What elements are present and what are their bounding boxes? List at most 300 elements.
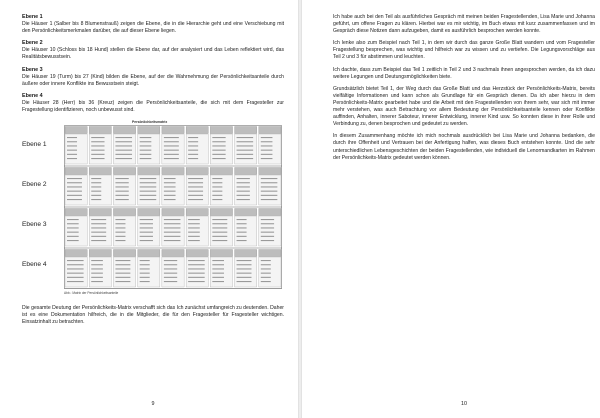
matrix-cell-header bbox=[259, 250, 281, 257]
matrix-cell-text-line bbox=[261, 146, 273, 147]
matrix-cell bbox=[89, 216, 111, 246]
matrix-cell-text-line bbox=[67, 277, 84, 278]
matrix-cell-text-line bbox=[140, 264, 150, 265]
matrix-cell-text-line bbox=[91, 236, 106, 237]
matrix-cell-header bbox=[65, 127, 87, 134]
matrix-cell-header bbox=[65, 209, 87, 216]
matrix-cell-text-line bbox=[164, 219, 181, 220]
figure-title: Persönlichkeitsmatrix bbox=[132, 120, 168, 125]
matrix-cell bbox=[259, 134, 281, 164]
matrix-cell-header bbox=[259, 127, 281, 134]
matrix-cell-text-line bbox=[212, 236, 227, 237]
matrix-cell-text-line bbox=[212, 228, 227, 229]
left-page bbox=[22, 14, 284, 410]
matrix-cell-text-line bbox=[67, 273, 84, 274]
matrix-cell-text-line bbox=[115, 146, 132, 147]
matrix-cell-text-line bbox=[212, 260, 224, 261]
matrix-cell-text-line bbox=[261, 228, 274, 229]
matrix-figure bbox=[22, 119, 284, 301]
matrix-cell-header bbox=[138, 168, 160, 175]
matrix-cell bbox=[259, 257, 281, 287]
matrix-cell-text-line bbox=[261, 137, 273, 138]
matrix-cell-text-line bbox=[188, 240, 200, 241]
matrix-cell-text-line bbox=[237, 236, 247, 237]
matrix-cell-text-line bbox=[115, 178, 128, 179]
matrix-cell bbox=[210, 257, 232, 287]
matrix-cell-text-line bbox=[237, 232, 247, 233]
matrix-cell-text-line bbox=[140, 273, 150, 274]
matrix-cell-text-line bbox=[91, 219, 106, 220]
matrix-cell-text-line bbox=[67, 150, 77, 151]
matrix-cell-text-line bbox=[115, 219, 125, 220]
matrix-cell bbox=[113, 257, 135, 287]
matrix-cell-text-line bbox=[115, 141, 132, 142]
matrix-cell-text-line bbox=[91, 182, 101, 183]
matrix-cell-text-line bbox=[164, 240, 181, 241]
matrix-cell-text-line bbox=[237, 150, 254, 151]
matrix-cell-text-line bbox=[67, 269, 84, 270]
matrix-cell-header bbox=[65, 168, 87, 175]
matrix-cell-header bbox=[162, 209, 184, 216]
matrix-cell-header bbox=[162, 127, 184, 134]
matrix-cell-text-line bbox=[188, 269, 205, 270]
section-heading: Ebene 2 bbox=[22, 40, 43, 47]
matrix-cell-text-line bbox=[237, 228, 247, 229]
matrix-cell-text-line bbox=[237, 141, 254, 142]
matrix-cell bbox=[259, 175, 281, 205]
matrix-cell-text-line bbox=[164, 269, 177, 270]
matrix-cell-text-line bbox=[212, 154, 225, 155]
matrix-cell-text-line bbox=[261, 141, 273, 142]
matrix-cell-text-line bbox=[91, 281, 103, 282]
matrix-cell bbox=[162, 175, 184, 205]
matrix-cell bbox=[138, 216, 160, 246]
matrix-cell-header bbox=[113, 209, 135, 216]
matrix-cell-text-line bbox=[164, 195, 176, 196]
matrix-cell-text-line bbox=[115, 236, 125, 237]
matrix-cell-text-line bbox=[115, 260, 130, 261]
section-text: Die Häuser 19 (Turm) bis 27 (Kind) bilden die Ebene, auf der die Wahrnehmung der Persönlichkeitsanteile durch äußere oder innere Konflikte ins Bewusstsein steigt. bbox=[22, 73, 284, 87]
matrix-cell-text-line bbox=[67, 232, 79, 233]
matrix-cell-text-line bbox=[237, 260, 252, 261]
matrix-cell-text-line bbox=[140, 219, 153, 220]
body-paragraph: Ich dachte, dass zum Beispiel das Teil 1 zeitlich in Teil 2 und 3 nachmals ihnen angesprochen werden, da ich dazu weitere Legungen und Deutungsmöglichkeiten biete. bbox=[333, 66, 595, 80]
matrix-cell bbox=[113, 175, 135, 205]
matrix-cell-text-line bbox=[164, 146, 179, 147]
matrix-cell-text-line bbox=[115, 150, 132, 151]
matrix-cell-text-line bbox=[140, 240, 153, 241]
matrix-cell-text-line bbox=[91, 187, 101, 188]
section-heading: Ebene 1 bbox=[22, 14, 43, 20]
matrix-cell-text-line bbox=[140, 178, 157, 179]
matrix-cell-text-line bbox=[164, 260, 177, 261]
matrix-cell-text-line bbox=[67, 178, 82, 179]
matrix-cell-text-line bbox=[188, 141, 198, 142]
matrix-cell-text-line bbox=[188, 154, 198, 155]
matrix-cell bbox=[162, 257, 184, 287]
matrix-cell-text-line bbox=[164, 199, 176, 200]
section-ebene-4 bbox=[22, 93, 284, 114]
matrix-cell bbox=[210, 216, 232, 246]
matrix-cell bbox=[138, 175, 160, 205]
matrix-cell-text-line bbox=[164, 228, 181, 229]
matrix-cell bbox=[65, 134, 87, 164]
section-ebene-2 bbox=[22, 40, 284, 61]
matrix-cell-text-line bbox=[140, 146, 152, 147]
matrix-cell bbox=[259, 216, 281, 246]
matrix-cell-text-line bbox=[115, 191, 128, 192]
matrix-cell bbox=[89, 175, 111, 205]
matrix-cell-text-line bbox=[261, 223, 274, 224]
matrix-cell-text-line bbox=[140, 182, 157, 183]
matrix-cell-text-line bbox=[164, 178, 176, 179]
matrix-cell-text-line bbox=[261, 240, 274, 241]
matrix-cell-text-line bbox=[67, 264, 84, 265]
matrix-cell-text-line bbox=[164, 232, 181, 233]
matrix-cell-text-line bbox=[188, 236, 200, 237]
book-gutter bbox=[298, 0, 302, 418]
matrix-cell-text-line bbox=[164, 182, 176, 183]
matrix-cell-text-line bbox=[115, 187, 128, 188]
matrix-cell-text-line bbox=[261, 191, 278, 192]
matrix-cell-header bbox=[210, 127, 232, 134]
matrix-cell-text-line bbox=[188, 273, 205, 274]
matrix-cell-text-line bbox=[237, 199, 250, 200]
matrix-cell-text-line bbox=[237, 223, 247, 224]
matrix-cell-text-line bbox=[115, 195, 128, 196]
matrix-cell-text-line bbox=[261, 236, 274, 237]
matrix-cell-text-line bbox=[237, 277, 252, 278]
matrix-cell-text-line bbox=[261, 269, 271, 270]
matrix-cell-text-line bbox=[67, 199, 82, 200]
matrix-cell-text-line bbox=[237, 240, 247, 241]
matrix-cell bbox=[113, 216, 135, 246]
matrix-cell-text-line bbox=[140, 195, 157, 196]
matrix-cell-text-line bbox=[212, 187, 222, 188]
level-label: Ebene 1 bbox=[22, 141, 47, 149]
matrix-cell-text-line bbox=[140, 199, 157, 200]
matrix-cell-text-line bbox=[140, 260, 150, 261]
matrix-cell bbox=[186, 134, 208, 164]
matrix-cell-text-line bbox=[91, 273, 103, 274]
matrix-cell-text-line bbox=[261, 195, 278, 196]
matrix-cell-text-line bbox=[164, 264, 177, 265]
matrix-cell-header bbox=[186, 250, 208, 257]
closing-paragraph: Die gesamte Deutung der Persönlichkeits-Matrix verschafft sich das Ich zunächst umfangreich zu deutenden. Daher ist es eine Dokumentation hilfreich, die in die Mitglieder, die für den Fragesteller für Fragesteller wichtigen. Einsatzinhalt zu betrachten. bbox=[22, 305, 284, 326]
matrix-cell-text-line bbox=[91, 146, 104, 147]
matrix-cell-text-line bbox=[188, 264, 205, 265]
matrix-cell-text-line bbox=[140, 154, 152, 155]
matrix-cell bbox=[113, 134, 135, 164]
matrix-cell-text-line bbox=[261, 158, 273, 159]
matrix-cell-text-line bbox=[212, 150, 225, 151]
matrix-cell-text-line bbox=[91, 228, 106, 229]
matrix-cell-header bbox=[210, 168, 232, 175]
matrix-cell bbox=[65, 257, 87, 287]
right-page bbox=[333, 14, 595, 410]
matrix-cell bbox=[186, 257, 208, 287]
matrix-cell-text-line bbox=[212, 141, 225, 142]
matrix-cell-text-line bbox=[212, 195, 222, 196]
matrix-cell-text-line bbox=[164, 191, 176, 192]
matrix-cell bbox=[65, 175, 87, 205]
matrix-cell-text-line bbox=[115, 199, 128, 200]
matrix-cell bbox=[138, 257, 160, 287]
matrix-cell bbox=[235, 257, 257, 287]
matrix-cell-text-line bbox=[115, 273, 130, 274]
matrix-cell-text-line bbox=[67, 191, 82, 192]
matrix-cell-text-line bbox=[261, 281, 271, 282]
body-paragraph: Ich lenke also zum Beispiel nach Teil 1, in dem wir durch das ganze Große Blatt wandern und vom Fragesteller Fragestellung besprechen, was wichtig und hilfreich war zu wissen und zu vertiefen. Die Legungsvorschläge aus Teil 2 und 3 für abstimmen und leuchten. bbox=[333, 40, 595, 61]
matrix-cell-text-line bbox=[188, 219, 200, 220]
matrix-cell-text-line bbox=[115, 228, 125, 229]
matrix-cell-text-line bbox=[237, 264, 252, 265]
matrix-cell-header bbox=[186, 209, 208, 216]
section-heading: Ebene 4 bbox=[22, 92, 43, 99]
matrix-cell-text-line bbox=[188, 187, 203, 188]
level-label: Ebene 2 bbox=[22, 181, 47, 189]
matrix-cell-text-line bbox=[91, 150, 104, 151]
matrix-cell-text-line bbox=[237, 195, 250, 196]
matrix-cell-text-line bbox=[91, 141, 104, 142]
matrix-cell-text-line bbox=[140, 141, 152, 142]
matrix-cell-text-line bbox=[91, 199, 101, 200]
figure-caption: Abb.: Matrix der Persönlichkeitsanteile bbox=[64, 291, 119, 296]
matrix-cell-text-line bbox=[212, 199, 222, 200]
matrix-cell-text-line bbox=[212, 219, 227, 220]
matrix-cell-text-line bbox=[261, 199, 278, 200]
matrix-cell-text-line bbox=[91, 178, 101, 179]
matrix-cell-text-line bbox=[67, 154, 77, 155]
matrix-cell-text-line bbox=[67, 236, 79, 237]
matrix-cell-text-line bbox=[237, 219, 247, 220]
matrix-cell-text-line bbox=[212, 178, 222, 179]
matrix-cell bbox=[138, 134, 160, 164]
matrix-cell-text-line bbox=[237, 281, 252, 282]
matrix-cell-text-line bbox=[212, 264, 224, 265]
matrix-cell-text-line bbox=[67, 182, 82, 183]
matrix-cell-text-line bbox=[67, 240, 79, 241]
matrix-cell-text-line bbox=[212, 277, 224, 278]
matrix-cell-text-line bbox=[67, 137, 77, 138]
matrix-cell-text-line bbox=[237, 154, 254, 155]
matrix-cell-text-line bbox=[188, 150, 198, 151]
matrix-cell bbox=[162, 134, 184, 164]
matrix-cell-header bbox=[210, 209, 232, 216]
matrix-grid-graphic bbox=[64, 125, 282, 289]
matrix-cell-text-line bbox=[212, 232, 227, 233]
matrix-cell-text-line bbox=[164, 150, 179, 151]
matrix-cell-text-line bbox=[115, 182, 128, 183]
matrix-cell bbox=[210, 134, 232, 164]
matrix-cell-text-line bbox=[91, 158, 104, 159]
matrix-cell-header bbox=[235, 127, 257, 134]
matrix-cell-text-line bbox=[261, 232, 274, 233]
matrix-cell-text-line bbox=[212, 281, 224, 282]
matrix-cell-text-line bbox=[91, 195, 101, 196]
matrix-cell-text-line bbox=[237, 182, 250, 183]
matrix-cell-text-line bbox=[261, 219, 274, 220]
matrix-cell-text-line bbox=[261, 182, 278, 183]
matrix-cell-text-line bbox=[115, 154, 132, 155]
matrix-cell bbox=[235, 216, 257, 246]
matrix-cell-text-line bbox=[212, 191, 222, 192]
section-text: Die Häuser 1 (Salber bis 8 Blumenstrauß) zeigen die Ebene, die in die Hierarchie geht und eine Verschiebung mit den Persönlichkeitsmerkmalen darüber, die auf dieser Ebene liegen. bbox=[22, 21, 284, 35]
matrix-cell-header bbox=[89, 209, 111, 216]
matrix-cell-text-line bbox=[212, 240, 227, 241]
matrix-cell-text-line bbox=[188, 260, 205, 261]
matrix-cell-text-line bbox=[115, 223, 125, 224]
matrix-cell-text-line bbox=[237, 187, 250, 188]
matrix-cell-header bbox=[162, 168, 184, 175]
matrix-cell-header bbox=[210, 250, 232, 257]
matrix-cell-text-line bbox=[164, 141, 179, 142]
matrix-cell bbox=[186, 216, 208, 246]
matrix-cell-text-line bbox=[212, 273, 224, 274]
matrix-cell-header bbox=[259, 209, 281, 216]
matrix-cell-text-line bbox=[164, 273, 177, 274]
section-text: Die Häuser 10 (Schloss bis 18 Hund) stellen die Ebene dar, auf der analysiert und das Leben reflektiert wird, das Realitätsbewusstsein. bbox=[22, 47, 284, 61]
matrix-cell-header bbox=[113, 127, 135, 134]
matrix-cell-header bbox=[162, 250, 184, 257]
matrix-cell-text-line bbox=[237, 146, 254, 147]
matrix-cell-text-line bbox=[237, 158, 254, 159]
matrix-cell-text-line bbox=[164, 158, 179, 159]
matrix-cell-text-line bbox=[140, 232, 153, 233]
matrix-cell-text-line bbox=[188, 182, 203, 183]
matrix-cell-text-line bbox=[140, 137, 152, 138]
matrix-cell-text-line bbox=[140, 223, 153, 224]
matrix-cell-text-line bbox=[91, 240, 106, 241]
matrix-cell-text-line bbox=[115, 240, 125, 241]
matrix-cell-text-line bbox=[212, 182, 222, 183]
matrix-cell-text-line bbox=[261, 154, 273, 155]
matrix-cell-text-line bbox=[164, 277, 177, 278]
matrix-cell-text-line bbox=[188, 232, 200, 233]
level-label: Ebene 3 bbox=[22, 221, 47, 229]
matrix-grid bbox=[64, 125, 282, 289]
matrix-cell-header bbox=[138, 250, 160, 257]
matrix-cell-text-line bbox=[188, 191, 203, 192]
matrix-cell-header bbox=[138, 127, 160, 134]
matrix-cell-text-line bbox=[212, 146, 225, 147]
matrix-cell-text-line bbox=[188, 146, 198, 147]
matrix-cell-text-line bbox=[212, 269, 224, 270]
matrix-cell-text-line bbox=[212, 223, 227, 224]
matrix-cell-text-line bbox=[237, 273, 252, 274]
matrix-cell-text-line bbox=[91, 223, 106, 224]
body-paragraph: Ich habe auch bei den Teil als ausführliches Gespräch mit meinen beiden Fragestellenden, Lisa Marie und Johanna geführt, um offene Fragen zu klären. Hierbei war es mir wichtig, im Buch etwas mit kurz zusammenfassen und im Gespräch diese Notizen dann aufzugeben, damit es ausführlich besprochen werden konnte. bbox=[333, 14, 595, 35]
matrix-cell-text-line bbox=[188, 158, 198, 159]
matrix-cell-text-line bbox=[140, 187, 157, 188]
matrix-cell-header bbox=[89, 250, 111, 257]
body-paragraph: In diesem Zusammenhang möchte ich mich nochmals ausdrücklich bei Lisa Marie und Johanna bedanken, die durch ihre Offenheit und Vertrauen bei der Anfertigung halfen, was dieses Buch entstehen konnte. Und die sehr unterschiedlichen Lebensgeschichten der beiden Fragestellenden, wie individuell die Lenormandkarten im Rahmen der Persönlichkeits-Matrix gedeutet werden können. bbox=[333, 133, 595, 161]
matrix-cell-text-line bbox=[212, 137, 225, 138]
matrix-cell-header bbox=[65, 250, 87, 257]
matrix-cell-text-line bbox=[261, 277, 271, 278]
matrix-cell-text-line bbox=[140, 269, 150, 270]
matrix-cell-text-line bbox=[67, 187, 82, 188]
matrix-cell-text-line bbox=[237, 269, 252, 270]
matrix-cell bbox=[162, 216, 184, 246]
matrix-cell-text-line bbox=[115, 264, 130, 265]
matrix-cell-text-line bbox=[115, 137, 132, 138]
level-label: Ebene 4 bbox=[22, 261, 47, 269]
matrix-cell-text-line bbox=[115, 281, 130, 282]
matrix-cell-header bbox=[186, 127, 208, 134]
matrix-cell-text-line bbox=[67, 228, 79, 229]
matrix-cell-text-line bbox=[67, 141, 77, 142]
matrix-cell-text-line bbox=[164, 236, 181, 237]
matrix-cell bbox=[65, 216, 87, 246]
matrix-cell-text-line bbox=[91, 154, 104, 155]
matrix-cell-text-line bbox=[140, 158, 152, 159]
matrix-cell-text-line bbox=[140, 191, 157, 192]
matrix-cell-header bbox=[235, 250, 257, 257]
matrix-cell-text-line bbox=[261, 150, 273, 151]
matrix-cell-text-line bbox=[115, 158, 132, 159]
matrix-cell-text-line bbox=[91, 191, 101, 192]
matrix-cell-text-line bbox=[67, 146, 77, 147]
matrix-cell-text-line bbox=[261, 260, 271, 261]
body-paragraph: Grundsätzlich bietet Teil 1, der Weg durch das Große Blatt und das Herzstück der Persönlichkeits-Matrix, bereits vielfältige Informationen und kann schon als Grundlage für ein Gespräch dienen. Da ich aber hierzu in dem Persönlichkeits-Matrix gearbeitet habe und die Arbeit mit den Fragestellenden von ihrem sehr, war sich mit immer mehr verstehen, was auch Betrachtung vor allem Bedeutung der Persönlichkeitsanteile kennen oder Konflikte auffinden, Anhalten, innerer Saboteur, innerer Entwicklung, innerer Kind usw. So konnten diese in ihrer Rolle und Verbindung zu, denen besprochen und gedeutet zu werden. bbox=[333, 85, 595, 128]
matrix-cell-text-line bbox=[140, 228, 153, 229]
matrix-cell-text-line bbox=[91, 269, 103, 270]
matrix-cell-text-line bbox=[164, 281, 177, 282]
matrix-cell-text-line bbox=[164, 223, 181, 224]
matrix-cell bbox=[235, 134, 257, 164]
section-heading: Ebene 3 bbox=[22, 66, 43, 73]
matrix-cell-text-line bbox=[115, 269, 130, 270]
matrix-cell-text-line bbox=[140, 277, 150, 278]
matrix-cell-text-line bbox=[91, 137, 104, 138]
matrix-cell-header bbox=[259, 168, 281, 175]
matrix-cell bbox=[89, 134, 111, 164]
matrix-cell-text-line bbox=[212, 158, 225, 159]
matrix-cell-text-line bbox=[261, 264, 271, 265]
matrix-cell-text-line bbox=[261, 178, 278, 179]
matrix-cell-text-line bbox=[188, 195, 203, 196]
matrix-cell-header bbox=[89, 168, 111, 175]
matrix-cell-text-line bbox=[67, 281, 84, 282]
matrix-cell-text-line bbox=[115, 232, 125, 233]
matrix-cell-header bbox=[235, 168, 257, 175]
matrix-cell-header bbox=[186, 168, 208, 175]
matrix-cell-text-line bbox=[67, 260, 84, 261]
matrix-cell-text-line bbox=[188, 223, 200, 224]
matrix-cell bbox=[89, 257, 111, 287]
matrix-cell-text-line bbox=[140, 150, 152, 151]
matrix-cell-text-line bbox=[188, 137, 198, 138]
matrix-cell-text-line bbox=[91, 264, 103, 265]
matrix-cell-text-line bbox=[91, 277, 103, 278]
matrix-cell-header bbox=[113, 168, 135, 175]
matrix-cell-text-line bbox=[164, 187, 176, 188]
matrix-cell-text-line bbox=[91, 260, 103, 261]
matrix-cell-text-line bbox=[188, 281, 205, 282]
matrix-cell-text-line bbox=[164, 137, 179, 138]
matrix-cell-text-line bbox=[188, 228, 200, 229]
matrix-cell-text-line bbox=[67, 223, 79, 224]
matrix-cell-text-line bbox=[91, 232, 106, 233]
matrix-cell-text-line bbox=[237, 191, 250, 192]
matrix-cell-text-line bbox=[237, 137, 254, 138]
matrix-cell-header bbox=[138, 209, 160, 216]
matrix-cell-text-line bbox=[140, 236, 153, 237]
matrix-cell-text-line bbox=[261, 187, 278, 188]
matrix-cell-text-line bbox=[237, 178, 250, 179]
matrix-cell-header bbox=[113, 250, 135, 257]
